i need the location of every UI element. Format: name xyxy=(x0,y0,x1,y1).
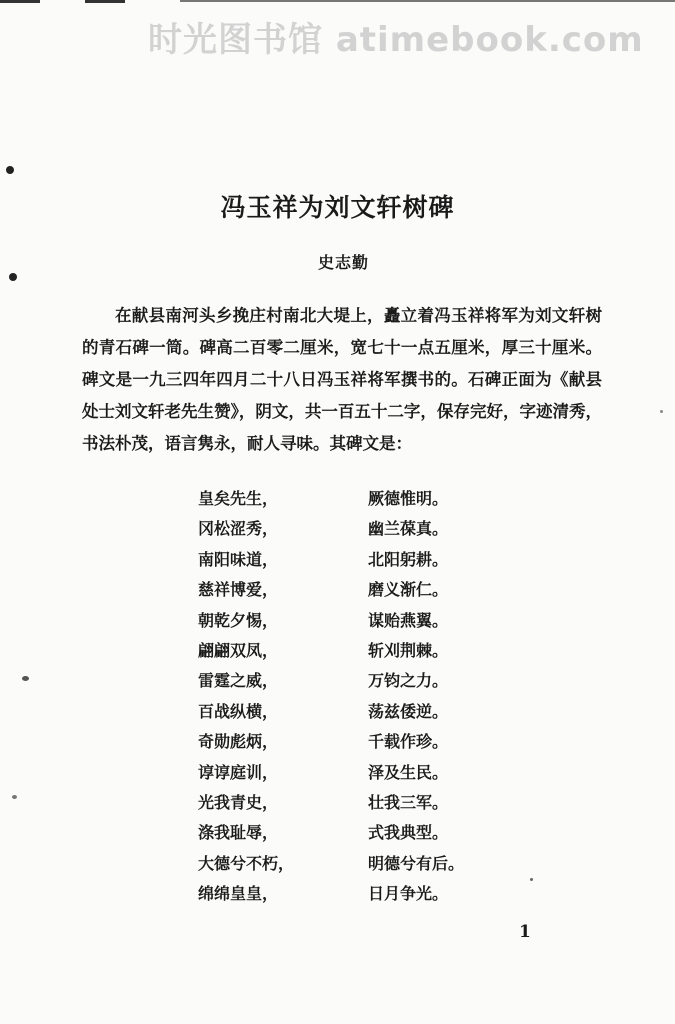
verse-right: 磨义渐仁。 xyxy=(368,580,449,600)
verse-line xyxy=(198,575,518,605)
verse-left: 百战纵横， xyxy=(198,701,279,721)
verse-line xyxy=(198,697,518,727)
scan-speck xyxy=(660,410,663,413)
verse-right: 式我典型。 xyxy=(368,823,449,843)
verse-left: 大德兮不朽， xyxy=(198,853,295,873)
binding-hole-mark xyxy=(9,273,17,281)
verse-right: 泽及生民。 xyxy=(368,762,449,782)
verse-left: 涤我耻辱， xyxy=(198,823,279,843)
verse-right: 斩刈荆棘。 xyxy=(368,640,449,660)
verse-right: 日月争光。 xyxy=(368,884,449,904)
scan-top-edge xyxy=(0,0,675,6)
verse-left: 冈松涩秀， xyxy=(198,519,279,539)
verse-line xyxy=(198,636,518,666)
page-number: 1 xyxy=(519,922,531,942)
inscription-verses xyxy=(198,484,518,909)
article-title: 冯玉祥为刘文轩树碑 xyxy=(220,193,455,222)
verse-line xyxy=(198,484,518,514)
verse-right: 北阳躬耕。 xyxy=(368,549,449,569)
verse-line xyxy=(198,666,518,696)
verse-left: 光我青史， xyxy=(198,792,279,812)
verse-right: 幽兰葆真。 xyxy=(368,519,449,539)
verse-line xyxy=(198,849,518,879)
scan-speck xyxy=(530,878,533,881)
verse-right: 明德兮有后。 xyxy=(368,853,465,873)
verse-right: 万钧之力。 xyxy=(368,671,449,691)
verse-left: 绵绵皇皇， xyxy=(198,884,279,904)
verse-right: 谋贻燕翼。 xyxy=(368,610,449,630)
binding-hole-mark xyxy=(6,166,14,174)
verse-right: 厥德惟明。 xyxy=(368,489,449,508)
scan-speck xyxy=(12,795,17,799)
verse-line xyxy=(198,514,518,544)
verse-left: 奇勋彪炳， xyxy=(198,732,279,752)
verse-line xyxy=(198,879,518,909)
verse-line xyxy=(198,606,518,636)
verse-line xyxy=(198,727,518,757)
scan-speck xyxy=(22,676,29,681)
verse-right: 壮我三军。 xyxy=(368,792,449,812)
body-paragraph: 在献县南河头乡挽庄村南北大堤上，矗立着冯玉祥将军为刘文轩树的青石碑一筒。碑高二百零二厘米，宽七十一点五厘米，厚三十厘米。碑文是一九三四年四月二十八日冯玉祥将军撰书的。石碑正面为《献县处士刘文轩老先生赞》，阴文，共一百五十二字，保存完好，字迹清秀，书法朴茂，语言隽永，耐人寻味。其碑文是： xyxy=(82,306,602,453)
verse-left: 皇矣先生， xyxy=(198,489,279,508)
verse-right: 荡兹倭逆。 xyxy=(368,701,449,721)
verse-right: 千载作珍。 xyxy=(368,732,449,752)
watermark: 时光图书馆 atimebook.com xyxy=(148,20,644,60)
verse-left: 慈祥博爱， xyxy=(198,580,279,600)
verse-left: 朝乾夕惕， xyxy=(198,610,279,630)
verse-left: 谆谆庭训， xyxy=(198,762,279,782)
verse-left: 翩翩双凤， xyxy=(198,640,279,660)
verse-left: 南阳味道， xyxy=(198,549,279,569)
author: 史志勤 xyxy=(318,253,370,272)
verse-line xyxy=(198,758,518,788)
verse-line xyxy=(198,818,518,848)
verse-left: 雷霆之威， xyxy=(198,671,279,691)
verse-line xyxy=(198,788,518,818)
verse-line xyxy=(198,545,518,575)
